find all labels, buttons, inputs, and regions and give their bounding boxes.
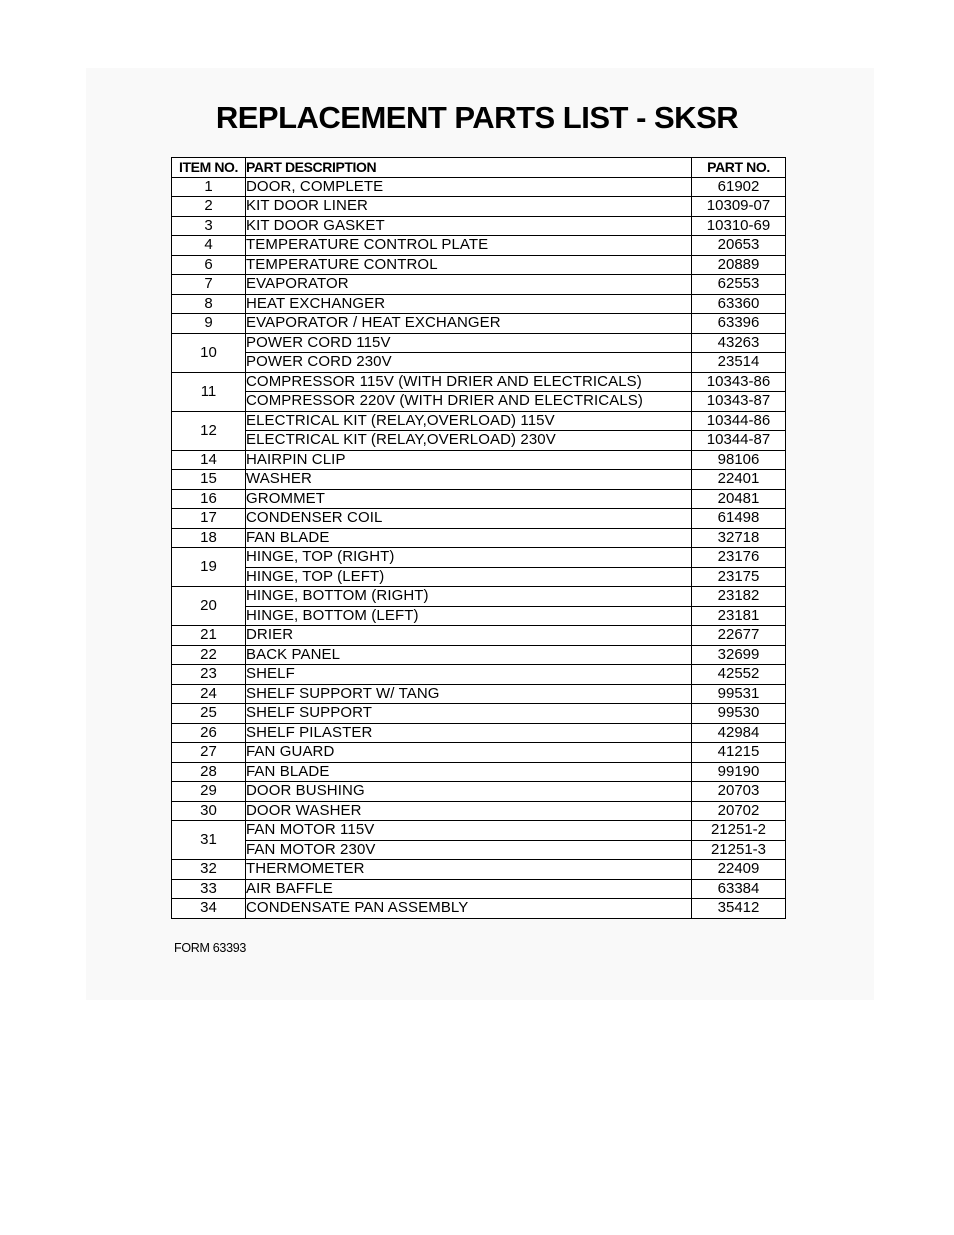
part-no-cell: 35412 xyxy=(692,899,786,919)
form-number: FORM 63393 xyxy=(174,941,247,955)
part-no-cell: 99190 xyxy=(692,762,786,782)
part-description-cell: HINGE, TOP (LEFT) xyxy=(246,567,692,587)
part-description-cell: AIR BAFFLE xyxy=(246,879,692,899)
parts-table xyxy=(171,157,786,919)
item-no-cell: 22 xyxy=(172,645,246,665)
part-no-cell: 32699 xyxy=(692,645,786,665)
table-row xyxy=(172,665,786,685)
part-description-cell: COMPRESSOR 220V (WITH DRIER AND ELECTRICALS) xyxy=(246,392,692,412)
table-row xyxy=(172,333,786,353)
item-no-cell: 21 xyxy=(172,626,246,646)
part-description-cell: FAN BLADE xyxy=(246,528,692,548)
item-no-cell: 12 xyxy=(172,411,246,450)
part-description-cell: FAN MOTOR 115V xyxy=(246,821,692,841)
table-row xyxy=(172,431,786,451)
item-no-cell: 18 xyxy=(172,528,246,548)
item-no-cell: 14 xyxy=(172,450,246,470)
item-no-cell: 31 xyxy=(172,821,246,860)
item-no-cell: 16 xyxy=(172,489,246,509)
table-row xyxy=(172,275,786,295)
part-description-cell: FAN BLADE xyxy=(246,762,692,782)
item-no-cell: 26 xyxy=(172,723,246,743)
part-description-cell: HAIRPIN CLIP xyxy=(246,450,692,470)
item-no-cell: 28 xyxy=(172,762,246,782)
part-no-cell: 43263 xyxy=(692,333,786,353)
part-no-cell: 22401 xyxy=(692,470,786,490)
part-no-cell: 62553 xyxy=(692,275,786,295)
part-no-cell: 10343-86 xyxy=(692,372,786,392)
part-no-cell: 42552 xyxy=(692,665,786,685)
table-row xyxy=(172,704,786,724)
item-no-cell: 30 xyxy=(172,801,246,821)
part-no-cell: 20703 xyxy=(692,782,786,802)
item-no-header: ITEM NO. xyxy=(172,158,246,178)
part-description-cell: CONDENSATE PAN ASSEMBLY xyxy=(246,899,692,919)
parts-table-header xyxy=(172,158,786,178)
part-description-cell: FAN GUARD xyxy=(246,743,692,763)
part-no-cell: 41215 xyxy=(692,743,786,763)
table-row xyxy=(172,645,786,665)
part-description-cell: TEMPERATURE CONTROL PLATE xyxy=(246,236,692,256)
table-row xyxy=(172,216,786,236)
part-no-cell: 22409 xyxy=(692,860,786,880)
part-description-cell: CONDENSER COIL xyxy=(246,509,692,529)
table-row xyxy=(172,411,786,431)
part-description-cell: HEAT EXCHANGER xyxy=(246,294,692,314)
table-row xyxy=(172,197,786,217)
part-no-cell: 23514 xyxy=(692,353,786,373)
item-no-cell: 34 xyxy=(172,899,246,919)
part-no-cell: 20889 xyxy=(692,255,786,275)
table-row xyxy=(172,879,786,899)
item-no-cell: 27 xyxy=(172,743,246,763)
table-row xyxy=(172,821,786,841)
part-description-cell: KIT DOOR LINER xyxy=(246,197,692,217)
document-title: REPLACEMENT PARTS LIST - SKSR xyxy=(215,100,739,135)
table-row xyxy=(172,470,786,490)
item-no-cell: 1 xyxy=(172,177,246,197)
table-row xyxy=(172,294,786,314)
item-no-cell: 4 xyxy=(172,236,246,256)
part-description-cell: TEMPERATURE CONTROL xyxy=(246,255,692,275)
table-row xyxy=(172,587,786,607)
table-row xyxy=(172,314,786,334)
part-no-cell: 10309-07 xyxy=(692,197,786,217)
part-no-cell: 98106 xyxy=(692,450,786,470)
item-no-cell: 10 xyxy=(172,333,246,372)
table-row xyxy=(172,860,786,880)
table-row xyxy=(172,801,786,821)
part-description-cell: POWER CORD 115V xyxy=(246,333,692,353)
part-description-cell: COMPRESSOR 115V (WITH DRIER AND ELECTRICALS) xyxy=(246,372,692,392)
part-description-cell: SHELF PILASTER xyxy=(246,723,692,743)
part-description-cell: GROMMET xyxy=(246,489,692,509)
table-row xyxy=(172,606,786,626)
item-no-cell: 32 xyxy=(172,860,246,880)
part-description-cell: DOOR BUSHING xyxy=(246,782,692,802)
part-no-header: PART NO. xyxy=(692,158,786,178)
part-no-cell: 61498 xyxy=(692,509,786,529)
item-no-cell: 6 xyxy=(172,255,246,275)
item-no-cell: 15 xyxy=(172,470,246,490)
table-row xyxy=(172,509,786,529)
table-row xyxy=(172,762,786,782)
part-description-cell: SHELF SUPPORT W/ TANG xyxy=(246,684,692,704)
item-no-cell: 29 xyxy=(172,782,246,802)
part-description-cell: EVAPORATOR / HEAT EXCHANGER xyxy=(246,314,692,334)
part-no-cell: 10344-86 xyxy=(692,411,786,431)
part-no-cell: 23175 xyxy=(692,567,786,587)
part-description-cell: HINGE, TOP (RIGHT) xyxy=(246,548,692,568)
part-no-cell: 20653 xyxy=(692,236,786,256)
table-row xyxy=(172,255,786,275)
part-no-cell: 22677 xyxy=(692,626,786,646)
header-row xyxy=(172,158,786,178)
part-no-cell: 23181 xyxy=(692,606,786,626)
part-description-cell: HINGE, BOTTOM (RIGHT) xyxy=(246,587,692,607)
table-row xyxy=(172,528,786,548)
part-no-cell: 63360 xyxy=(692,294,786,314)
part-description-cell: ELECTRICAL KIT (RELAY,OVERLOAD) 115V xyxy=(246,411,692,431)
part-no-cell: 99530 xyxy=(692,704,786,724)
part-description-cell: FAN MOTOR 230V xyxy=(246,840,692,860)
part-description-cell: KIT DOOR GASKET xyxy=(246,216,692,236)
table-row xyxy=(172,177,786,197)
part-description-cell: ELECTRICAL KIT (RELAY,OVERLOAD) 230V xyxy=(246,431,692,451)
table-row xyxy=(172,840,786,860)
item-no-cell: 8 xyxy=(172,294,246,314)
part-no-cell: 23176 xyxy=(692,548,786,568)
part-description-cell: DRIER xyxy=(246,626,692,646)
part-no-cell: 63396 xyxy=(692,314,786,334)
part-no-cell: 20702 xyxy=(692,801,786,821)
table-row xyxy=(172,723,786,743)
table-row xyxy=(172,684,786,704)
part-description-cell: DOOR WASHER xyxy=(246,801,692,821)
part-description-cell: SHELF SUPPORT xyxy=(246,704,692,724)
table-row xyxy=(172,392,786,412)
item-no-cell: 2 xyxy=(172,197,246,217)
table-row xyxy=(172,782,786,802)
item-no-cell: 7 xyxy=(172,275,246,295)
table-row xyxy=(172,372,786,392)
item-no-cell: 25 xyxy=(172,704,246,724)
item-no-cell: 11 xyxy=(172,372,246,411)
parts-table-body xyxy=(172,177,786,918)
part-no-cell: 23182 xyxy=(692,587,786,607)
part-no-cell: 21251-2 xyxy=(692,821,786,841)
table-row xyxy=(172,353,786,373)
part-description-cell: HINGE, BOTTOM (LEFT) xyxy=(246,606,692,626)
part-description-header: PART DESCRIPTION xyxy=(246,158,692,178)
table-row xyxy=(172,548,786,568)
part-no-cell: 42984 xyxy=(692,723,786,743)
part-no-cell: 63384 xyxy=(692,879,786,899)
part-no-cell: 32718 xyxy=(692,528,786,548)
item-no-cell: 20 xyxy=(172,587,246,626)
part-description-cell: DOOR, COMPLETE xyxy=(246,177,692,197)
table-row xyxy=(172,567,786,587)
table-row xyxy=(172,489,786,509)
part-no-cell: 10344-87 xyxy=(692,431,786,451)
part-no-cell: 10343-87 xyxy=(692,392,786,412)
item-no-cell: 33 xyxy=(172,879,246,899)
item-no-cell: 19 xyxy=(172,548,246,587)
table-row xyxy=(172,450,786,470)
item-no-cell: 9 xyxy=(172,314,246,334)
item-no-cell: 24 xyxy=(172,684,246,704)
part-no-cell: 20481 xyxy=(692,489,786,509)
part-description-cell: POWER CORD 230V xyxy=(246,353,692,373)
table-row xyxy=(172,236,786,256)
item-no-cell: 23 xyxy=(172,665,246,685)
part-description-cell: SHELF xyxy=(246,665,692,685)
table-row xyxy=(172,626,786,646)
part-description-cell: BACK PANEL xyxy=(246,645,692,665)
table-row xyxy=(172,743,786,763)
item-no-cell: 17 xyxy=(172,509,246,529)
part-no-cell: 99531 xyxy=(692,684,786,704)
part-description-cell: EVAPORATOR xyxy=(246,275,692,295)
part-no-cell: 21251-3 xyxy=(692,840,786,860)
table-row xyxy=(172,899,786,919)
part-description-cell: THERMOMETER xyxy=(246,860,692,880)
item-no-cell: 3 xyxy=(172,216,246,236)
part-description-cell: WASHER xyxy=(246,470,692,490)
part-no-cell: 61902 xyxy=(692,177,786,197)
part-no-cell: 10310-69 xyxy=(692,216,786,236)
